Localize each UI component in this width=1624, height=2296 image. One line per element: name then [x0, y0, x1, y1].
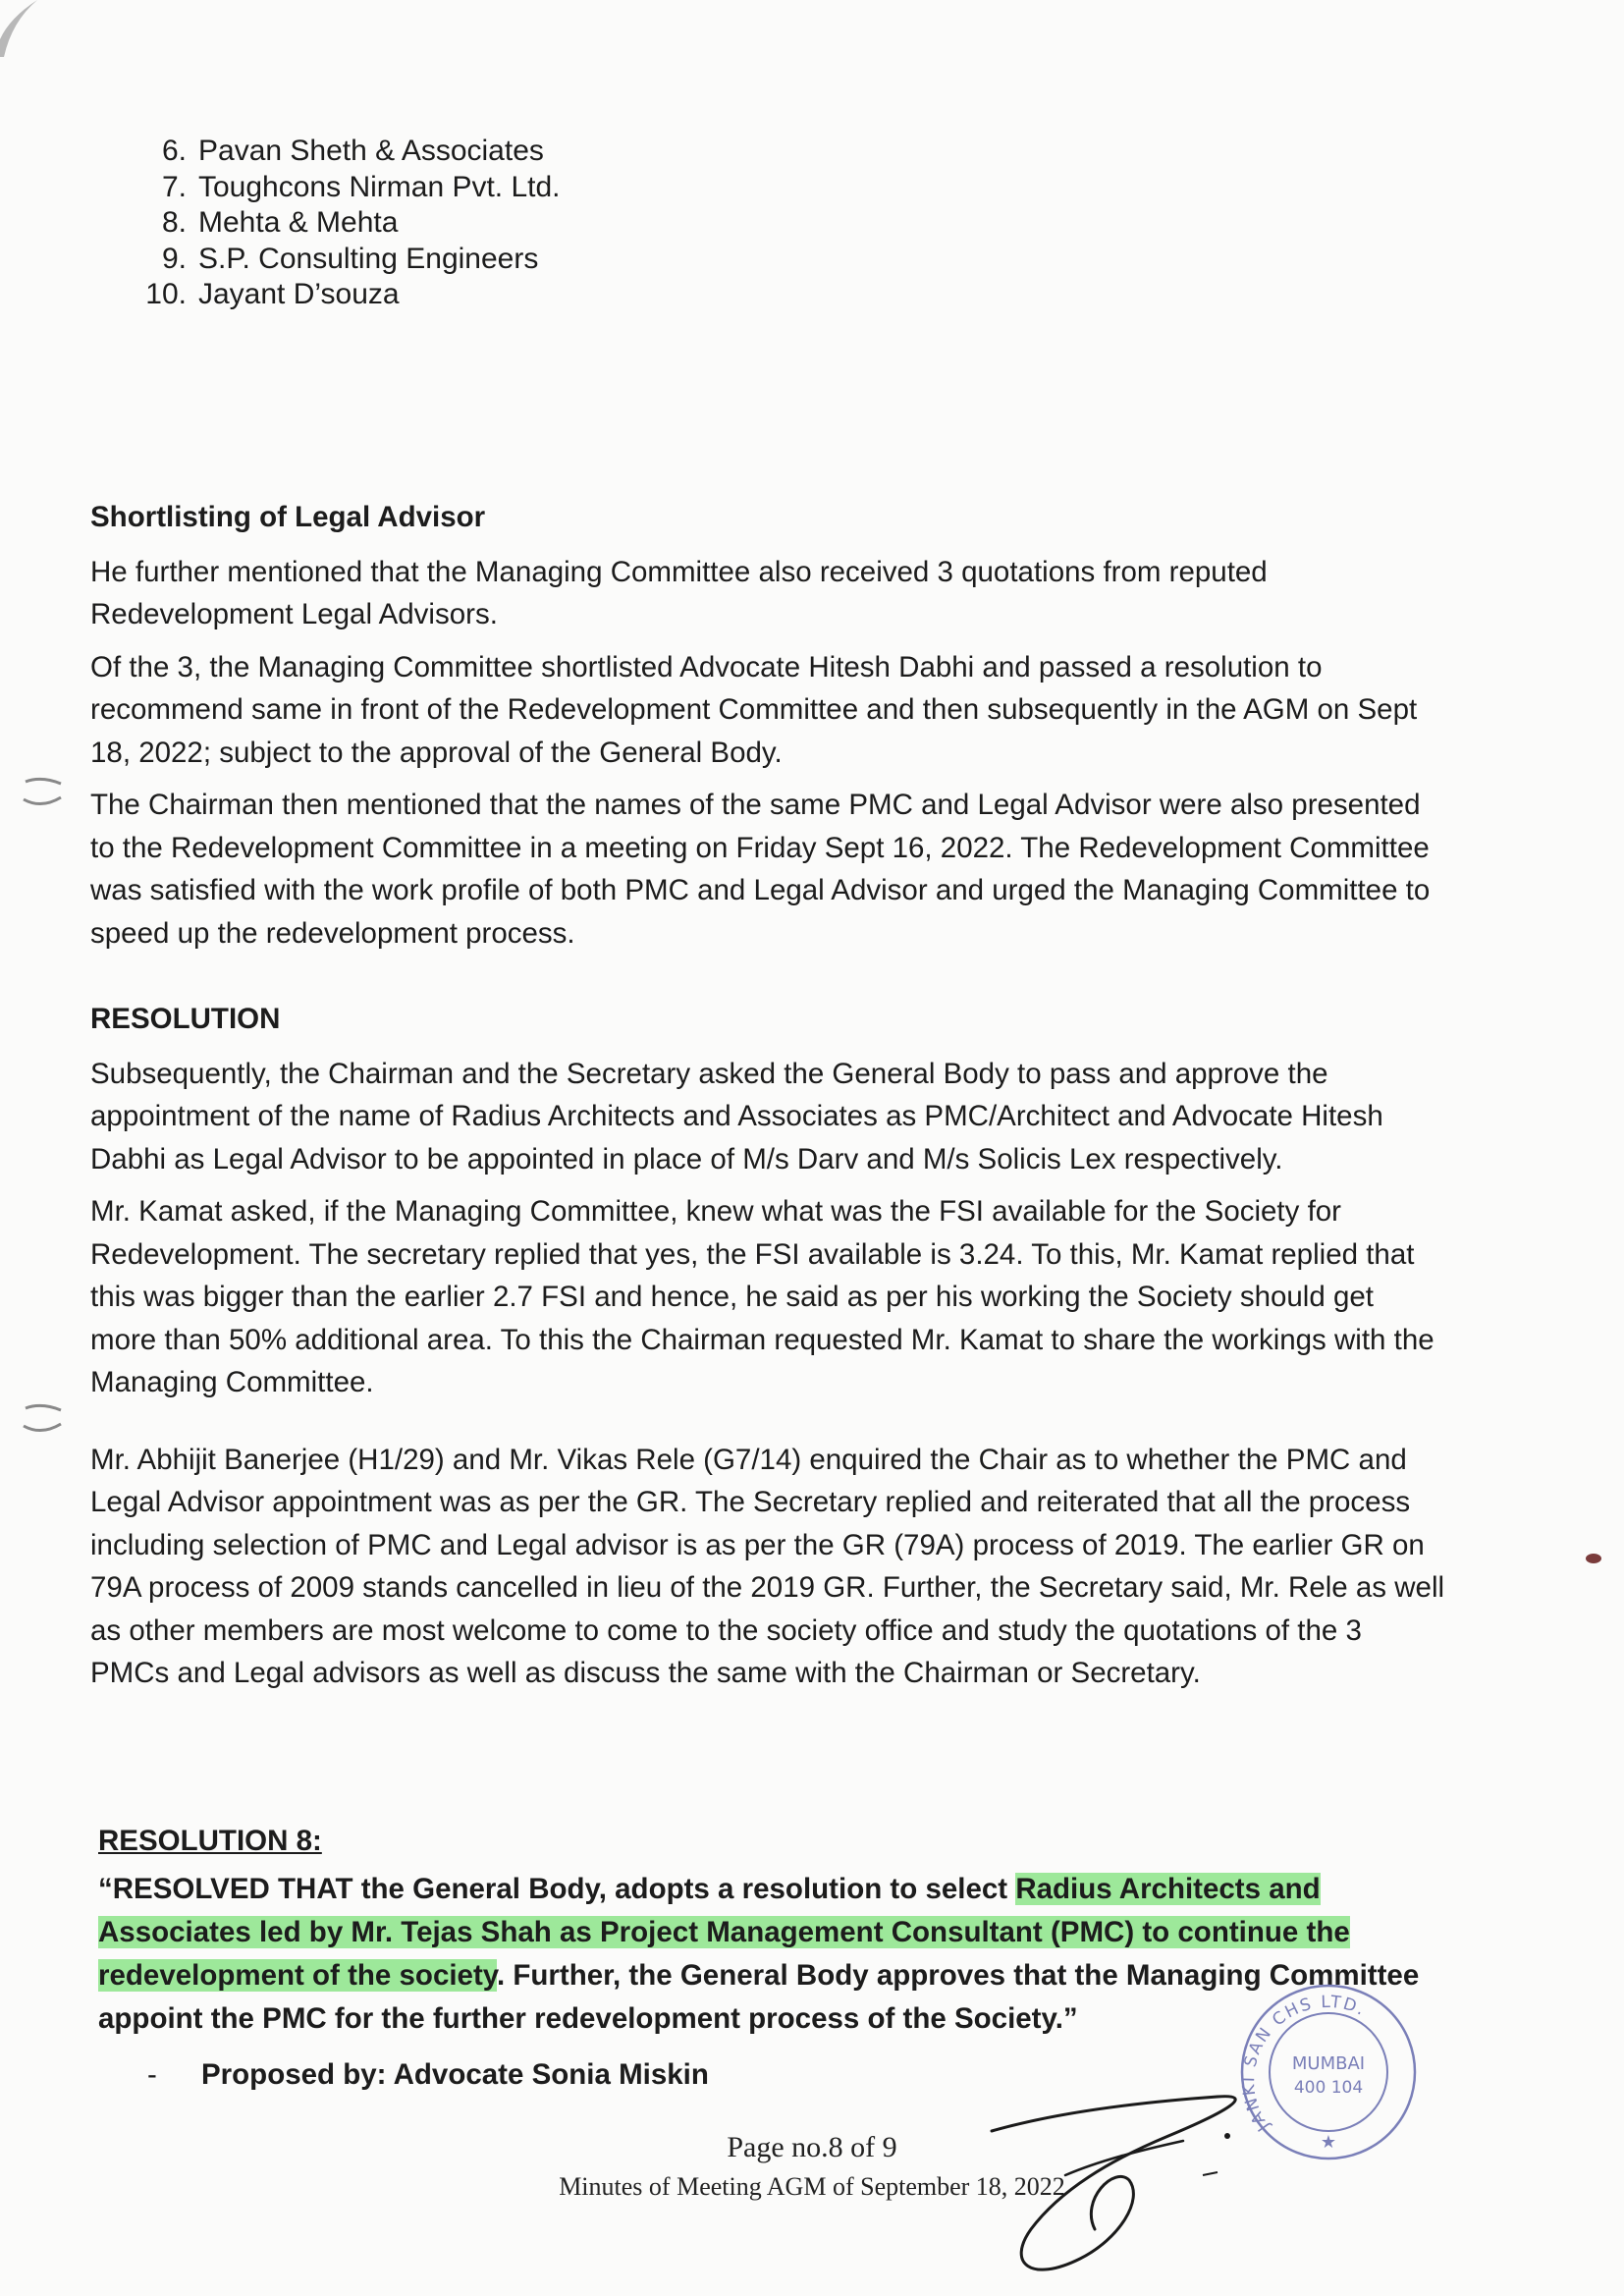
page-number: Page no.8 of 9: [727, 2131, 897, 2163]
paragraph: Mr. Kamat asked, if the Managing Committee, knew what was the FSI available for the Society for Redevelopment. The secretary replied that yes, the FSI available is 3.24. To this, Mr. Kamat replied that this was bigger than the earlier 2.7 FSI and hence, he said as per his working the Society should get more than 50% additional area. To this the Chairman requested Mr. Kamat to share the workings with the Managing Committee.: [90, 1195, 1435, 1398]
paragraph: He further mentioned that the Managing Committee also received 3 quotations from reputed Redevelopment Legal Advisors.: [90, 555, 1268, 630]
list-item: 9. S.P. Consulting Engineers: [161, 242, 539, 275]
list-item: 10. Jayant D’souza: [145, 278, 400, 310]
stamp-star: ★: [1320, 2132, 1337, 2153]
ink-speck: [1585, 1552, 1602, 1565]
footer-minutes: Minutes of Meeting AGM of September 18, 2022: [559, 2172, 1065, 2201]
stamp-pin: 400 104: [1293, 2078, 1364, 2098]
section-heading: RESOLUTION: [90, 1003, 281, 1035]
paragraph: Subsequently, the Chairman and the Secretary asked the General Body to pass and approve the appointment of the name of Radius Architects and Associates as PMC/Architect and Advocate Hitesh Dabhi as Legal Advisor to be appointed in place of M/s Darv and M/s Solicis Lex respectively.: [90, 1057, 1383, 1175]
legal-advisor-section: [90, 496, 1445, 955]
section-heading: Shortlisting of Legal Advisor: [90, 501, 486, 533]
highlighted-text: Radius Architects and Associates led by Mr. Tejas Shah as Project Management Consultant (PMC) to continue the redevelopment of the society: [98, 1873, 1350, 1992]
paragraph: The Chairman then mentioned that the names of the same PMC and Legal Advisor were also presented to the Redevelopment Committee in a meeting on Friday Sept 16, 2022. The Redevelopment Committee was satisfied with the work profile of both PMC and Legal Advisor and urged the Managing Committee to speed up the redevelopment process.: [90, 789, 1431, 950]
resolution-section: [90, 998, 1445, 1695]
paragraph: Mr. Abhijit Banerjee (H1/29) and Mr. Vikas Rele (G7/14) enquired the Chair as to whether the PMC and Legal Advisor appointment was as per the GR. The Secretary replied and reiterated that all the process including selection of PMC and Legal advisor is as per the GR (79A) process of 2019. The earlier GR on 79A process of 2009 stands cancelled in lieu of the 2019 GR. Further, the Secretary said, Mr. Rele as well as other members are most welcome to come to the society office and study the quotations of the 3 PMCs and Legal advisors as well as discuss the same with the Chairman or Secretary.: [90, 1443, 1445, 1689]
list-item: 8. Mehta & Mehta: [161, 206, 399, 239]
stamp-arc-text: JANKI SAN CHS LTD.: [1239, 1992, 1370, 2135]
list-item: 6. Pavan Sheth & Associates: [161, 135, 544, 167]
proposed-by: - Proposed by: Advocate Sonia Miskin: [147, 2058, 709, 2091]
signature: [972, 2082, 1267, 2288]
resolved-text: [98, 1868, 1434, 2041]
list-item: 7. Toughcons Nirman Pvt. Ltd.: [161, 170, 561, 203]
paragraph: Of the 3, the Managing Committee shortlisted Advocate Hitesh Dabhi and passed a resolution to recommend same in front of the Redevelopment Committee and then subsequently in the AGM on Sept 18, 2022; subject to the approval of the General Body.: [90, 650, 1418, 769]
punch-mark: [22, 1402, 65, 1442]
scan-corner-mark: [0, 0, 39, 59]
punch-mark: [22, 776, 65, 815]
resolved-text-start: “RESOLVED THAT the General Body, adopts a resolution to select: [98, 1873, 1016, 1905]
resolved-text-end: . Further, the General Body approves that the Managing Committee appoint the PMC for the further redevelopment process of the Society.”: [98, 1959, 1420, 2035]
stamp-city: MUMBAI: [1291, 2053, 1366, 2074]
resolution-8-heading: RESOLUTION 8:: [98, 1825, 322, 1857]
consultant-list: [133, 134, 561, 313]
